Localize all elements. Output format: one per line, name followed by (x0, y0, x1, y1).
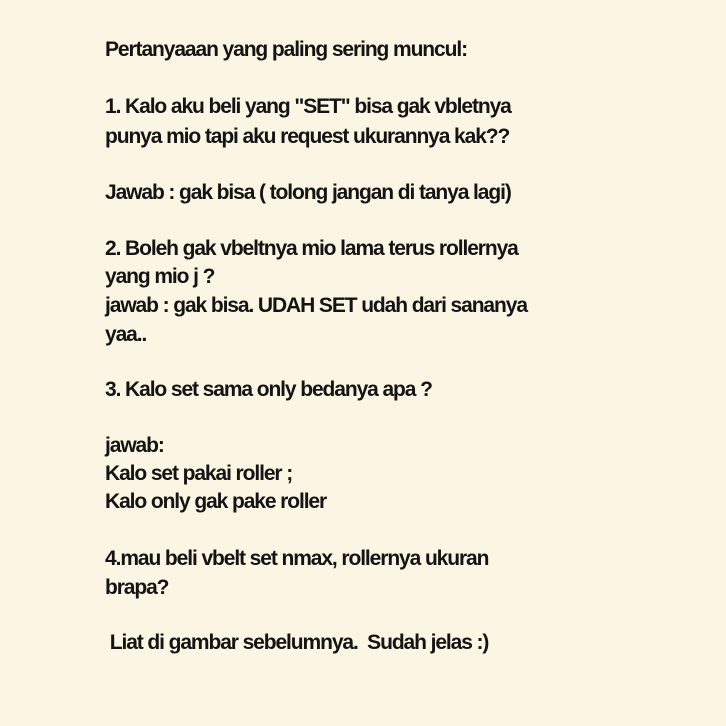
answer-3-line-1: Kalo set pakai roller ; (105, 462, 293, 485)
answer-1: Jawab : gak bisa ( tolong jangan di tanya lagi) (105, 181, 511, 204)
question-2-line-1: 2. Boleh gak vbeltnya mio lama terus rollernya (105, 237, 518, 260)
answer-2-line-2: yaa.. (105, 323, 147, 346)
question-1-line-1: 1. Kalo aku beli yang "SET" bisa gak vbletnya (105, 95, 511, 118)
faq-heading: Pertanyaaan yang paling sering muncul: (105, 38, 467, 61)
question-4-line-2: brapa? (105, 576, 169, 599)
question-3: 3. Kalo set sama only bedanya apa ? (105, 378, 432, 401)
answer-3-label: jawab: (105, 434, 164, 457)
answer-4: Liat di gambar sebelumnya. Sudah jelas :) (105, 631, 489, 654)
question-1-line-2: punya mio tapi aku request ukurannya kak?? (105, 125, 510, 148)
question-2-line-2: yang mio j ? (105, 265, 215, 288)
answer-3-line-2: Kalo only gak pake roller (105, 490, 327, 513)
question-4-line-1: 4.mau beli vbelt set nmax, rollernya ukuran (105, 547, 489, 570)
answer-2-line-1: jawab : gak bisa. UDAH SET udah dari sananya (105, 294, 527, 317)
